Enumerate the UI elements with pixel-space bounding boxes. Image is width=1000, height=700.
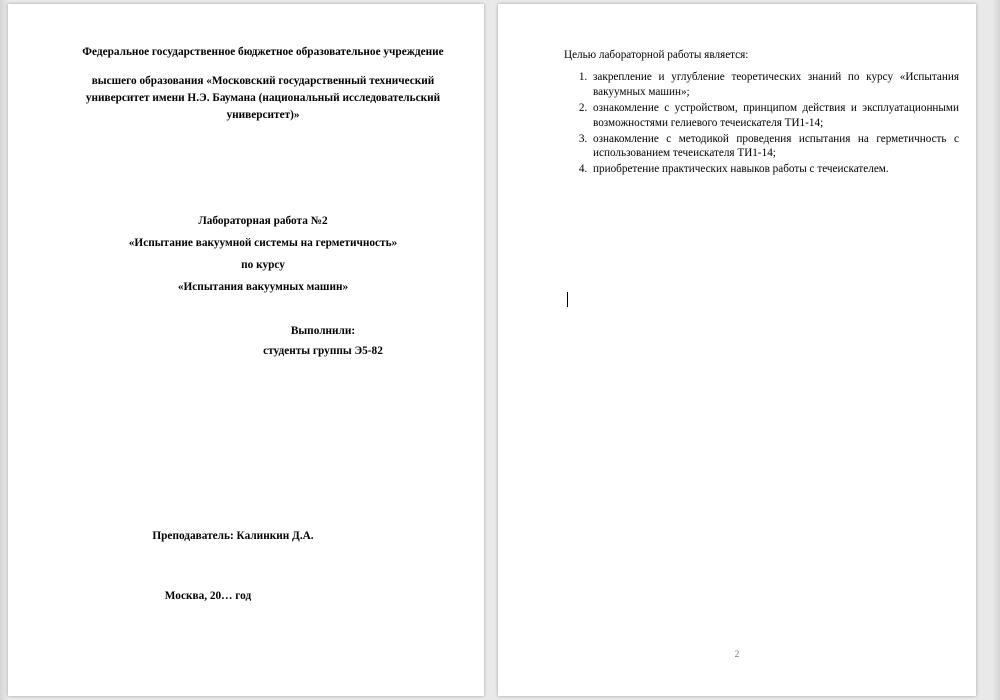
- list-item: 2. ознакомление с устройством, принципом действия и эксплуатационными возможностями гелиевого течеискателя ТИ1-14;: [590, 101, 959, 131]
- institution-line-3: университет имени Н.Э. Баумана (национальный исследовательский: [85, 91, 441, 104]
- city-year-line: Москва, 20… год: [164, 590, 252, 602]
- goals-intro: Целью лабораторной работы является:: [564, 49, 749, 61]
- viewer-right-edge: [992, 0, 1000, 700]
- institution-line-2: высшего образования «Московский государственный технический: [91, 74, 435, 87]
- institution-block: [68, 44, 458, 124]
- performed-by-group: студенты группы Э5-82: [263, 344, 383, 357]
- teacher-line: Преподаватель: Калинкин Д.А.: [152, 530, 314, 542]
- page-1-content: [68, 44, 458, 362]
- page-number: 2: [734, 650, 740, 660]
- viewer-left-edge: [0, 0, 8, 700]
- work-title: Лабораторная работа №2: [198, 214, 328, 227]
- course-label: по курсу: [241, 259, 285, 271]
- list-item: 3. ознакомление с методикой проведения испытания на герметичность с использованием течеискателя ТИ1-14;: [590, 132, 959, 162]
- performed-by-label: Выполнили:: [290, 325, 356, 338]
- text-cursor: [567, 292, 568, 307]
- course-name: «Испытания вакуумных машин»: [177, 281, 349, 294]
- institution-line-1: Федеральное государственное бюджетное образовательное учреждение: [82, 46, 444, 58]
- performers-block: [68, 322, 458, 362]
- institution-line-4: университет)»: [226, 108, 300, 121]
- document-page-2: [498, 4, 976, 696]
- work-subject: «Испытание вакуумной системы на герметичность»: [128, 236, 398, 249]
- work-title-block: [68, 210, 458, 298]
- page-2-content: [564, 49, 959, 178]
- list-item: 4. приобретение практических навыков работы с течеискателем.: [590, 162, 959, 177]
- document-page-1: [8, 4, 484, 696]
- list-item: 1. закрепление и углубление теоретических знаний по курсу «Испытания вакуумных машин»;: [590, 70, 959, 100]
- goals-list: [564, 70, 959, 177]
